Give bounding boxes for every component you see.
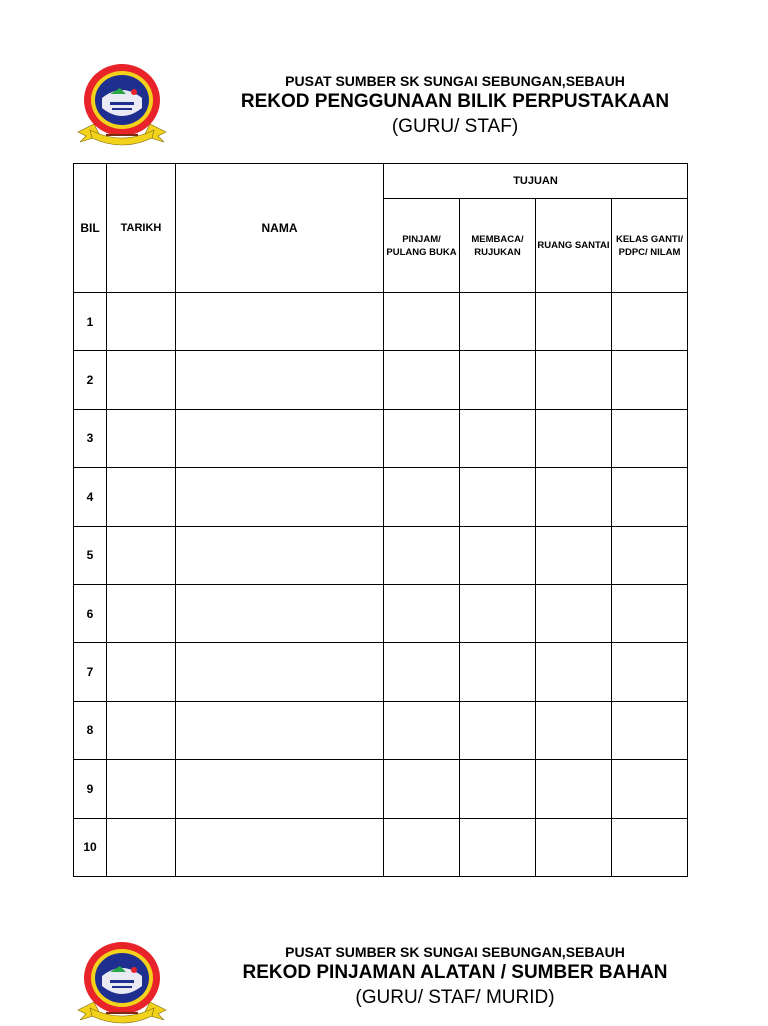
tarikh-cell[interactable] — [107, 760, 176, 818]
pinjam-cell[interactable] — [384, 468, 460, 526]
kelas-cell[interactable] — [612, 292, 688, 350]
table-row — [74, 468, 688, 526]
table-row — [74, 643, 688, 701]
nama-cell[interactable] — [176, 584, 384, 642]
row-number: 3 — [74, 409, 107, 467]
tarikh-cell[interactable] — [107, 351, 176, 409]
membaca-cell[interactable] — [460, 292, 536, 350]
table-row — [74, 818, 688, 876]
ruang-cell[interactable] — [536, 526, 612, 584]
table-row — [74, 292, 688, 350]
pinjam-cell[interactable] — [384, 818, 460, 876]
membaca-cell[interactable] — [460, 760, 536, 818]
kelas-cell[interactable] — [612, 643, 688, 701]
col-header-pinjam: PINJAM/ PULANG BUKA — [384, 199, 460, 293]
tarikh-cell[interactable] — [107, 643, 176, 701]
tarikh-cell[interactable] — [107, 701, 176, 759]
ruang-cell[interactable] — [536, 468, 612, 526]
ruang-cell[interactable] — [536, 292, 612, 350]
row-number: 8 — [74, 701, 107, 759]
row-number: 5 — [74, 526, 107, 584]
col-header-nama: NAMA — [176, 164, 384, 293]
nama-cell[interactable] — [176, 409, 384, 467]
ruang-cell[interactable] — [536, 760, 612, 818]
pinjam-cell[interactable] — [384, 351, 460, 409]
membaca-cell[interactable] — [460, 526, 536, 584]
nama-cell[interactable] — [176, 760, 384, 818]
kelas-cell[interactable] — [612, 468, 688, 526]
tarikh-cell[interactable] — [107, 468, 176, 526]
row-number: 6 — [74, 584, 107, 642]
school-name: PUSAT SUMBER SK SUNGAI SEBUNGAN,SEBAUH — [285, 944, 625, 960]
form-title: REKOD PENGGUNAAN BILIK PERPUSTAKAAN — [240, 91, 670, 112]
nama-cell[interactable] — [176, 818, 384, 876]
nama-cell[interactable] — [176, 292, 384, 350]
nama-cell[interactable] — [176, 643, 384, 701]
membaca-cell[interactable] — [460, 584, 536, 642]
row-number: 9 — [74, 760, 107, 818]
kelas-cell[interactable] — [612, 409, 688, 467]
ruang-cell[interactable] — [536, 643, 612, 701]
pinjam-cell[interactable] — [384, 292, 460, 350]
usage-record-table — [73, 163, 688, 877]
form-subtitle: (GURU/ STAF/ MURID) — [355, 987, 555, 1008]
table-row — [74, 701, 688, 759]
nama-cell[interactable] — [176, 468, 384, 526]
school-name: PUSAT SUMBER SK SUNGAI SEBUNGAN,SEBAUH — [285, 73, 625, 89]
table-row — [74, 526, 688, 584]
pinjam-cell[interactable] — [384, 643, 460, 701]
membaca-cell[interactable] — [460, 643, 536, 701]
ruang-cell[interactable] — [536, 701, 612, 759]
ruang-cell[interactable] — [536, 351, 612, 409]
form1-header — [150, 72, 760, 140]
pinjam-cell[interactable] — [384, 760, 460, 818]
membaca-cell[interactable] — [460, 409, 536, 467]
table-row — [74, 351, 688, 409]
nama-cell[interactable] — [176, 526, 384, 584]
form-subtitle: (GURU/ STAF) — [391, 116, 519, 137]
form-title: REKOD PINJAMAN ALATAN / SUMBER BAHAN — [242, 962, 668, 983]
kelas-cell[interactable] — [612, 760, 688, 818]
membaca-cell[interactable] — [460, 701, 536, 759]
tarikh-cell[interactable] — [107, 409, 176, 467]
col-header-kelas: KELAS GANTI/ PDPC/ NILAM — [612, 199, 688, 293]
table-row — [74, 584, 688, 642]
pinjam-cell[interactable] — [384, 526, 460, 584]
membaca-cell[interactable] — [460, 818, 536, 876]
nama-cell[interactable] — [176, 701, 384, 759]
tarikh-cell[interactable] — [107, 526, 176, 584]
kelas-cell[interactable] — [612, 526, 688, 584]
form2-header — [150, 943, 760, 1011]
ruang-cell[interactable] — [536, 409, 612, 467]
ruang-cell[interactable] — [536, 584, 612, 642]
ruang-cell[interactable] — [536, 818, 612, 876]
pinjam-cell[interactable] — [384, 584, 460, 642]
table-row — [74, 409, 688, 467]
col-header-ruang: RUANG SANTAI — [536, 199, 612, 293]
kelas-cell[interactable] — [612, 584, 688, 642]
membaca-cell[interactable] — [460, 468, 536, 526]
table-row — [74, 760, 688, 818]
row-number: 10 — [74, 818, 107, 876]
pinjam-cell[interactable] — [384, 409, 460, 467]
pinjam-cell[interactable] — [384, 701, 460, 759]
tarikh-cell[interactable] — [107, 818, 176, 876]
nama-cell[interactable] — [176, 351, 384, 409]
kelas-cell[interactable] — [612, 351, 688, 409]
row-number: 4 — [74, 468, 107, 526]
row-number: 1 — [74, 292, 107, 350]
row-number: 2 — [74, 351, 107, 409]
col-header-bil: BIL — [74, 164, 107, 293]
tarikh-cell[interactable] — [107, 584, 176, 642]
kelas-cell[interactable] — [612, 701, 688, 759]
col-header-tarikh: TARIKH — [107, 164, 176, 293]
membaca-cell[interactable] — [460, 351, 536, 409]
col-header-tujuan: TUJUAN — [384, 164, 688, 199]
row-number: 7 — [74, 643, 107, 701]
tarikh-cell[interactable] — [107, 292, 176, 350]
kelas-cell[interactable] — [612, 818, 688, 876]
col-header-membaca: MEMBACA/ RUJUKAN — [460, 199, 536, 293]
